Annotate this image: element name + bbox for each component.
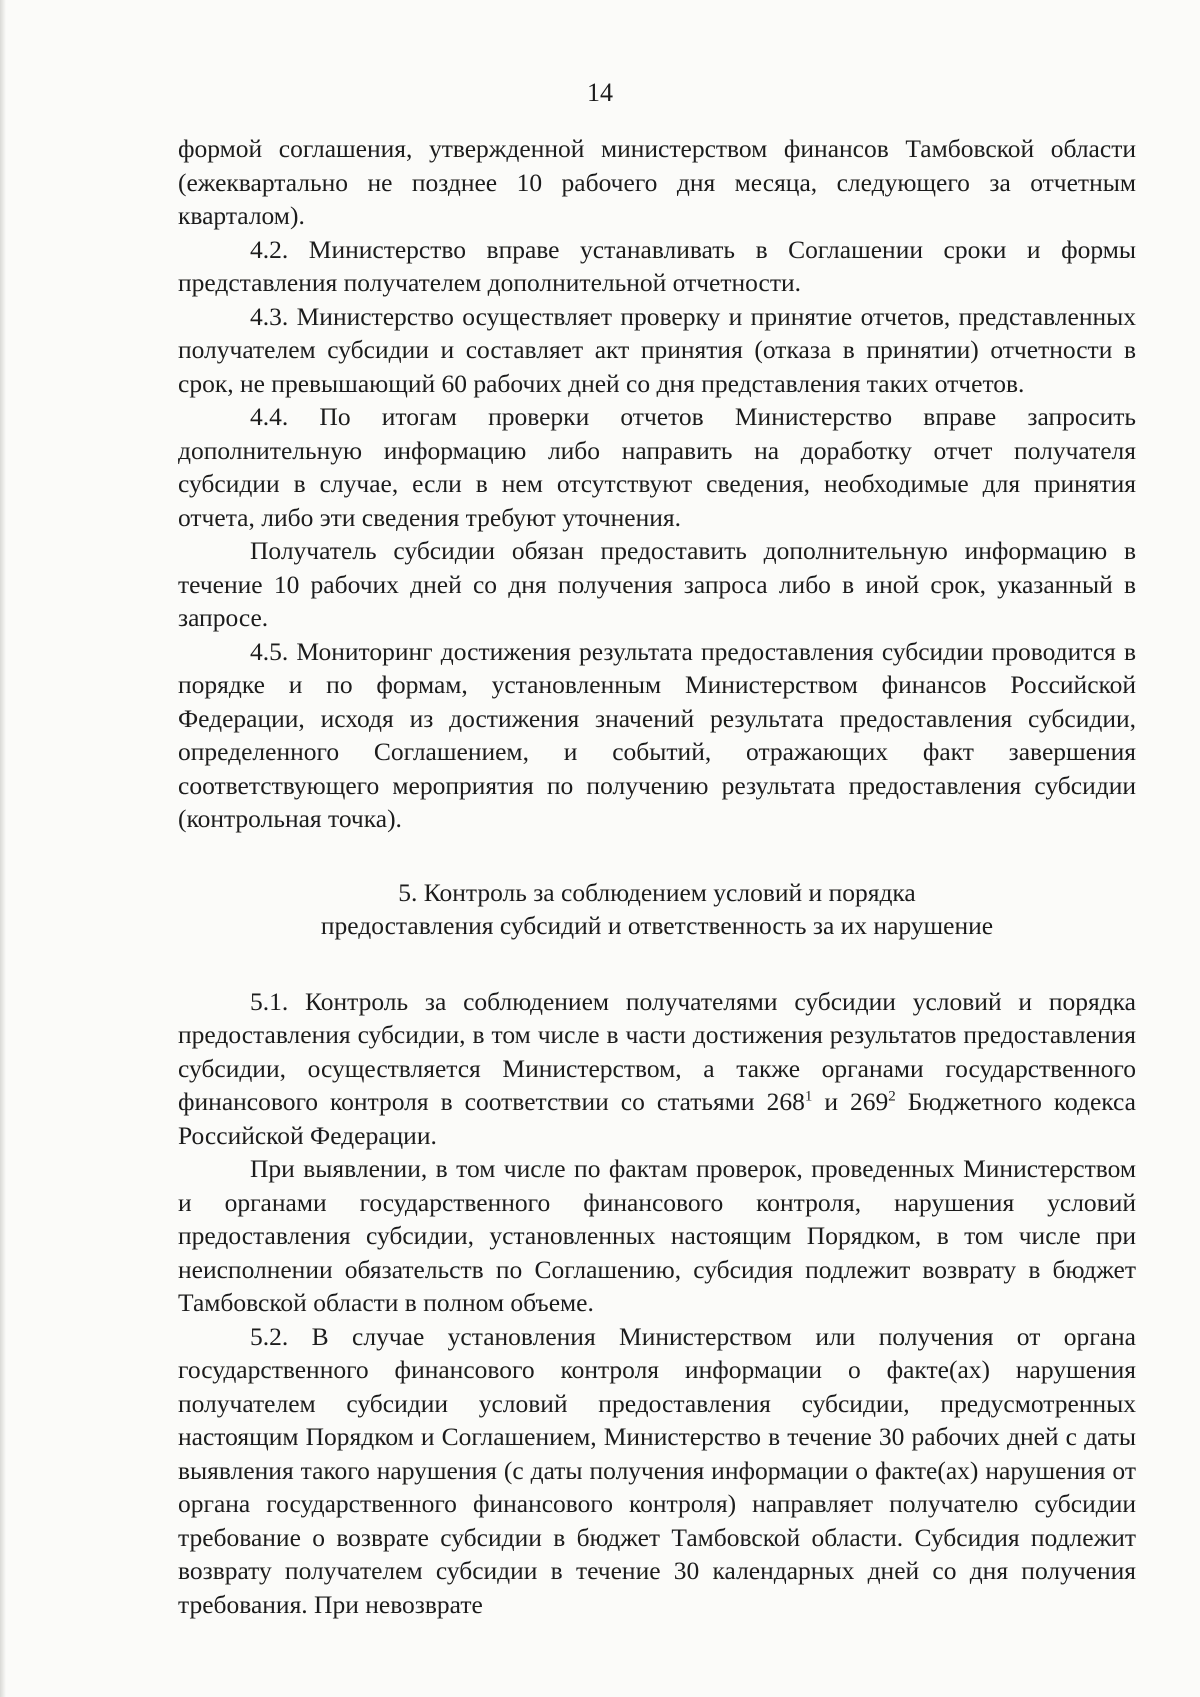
paragraph-4-3: 4.3. Министерство осуществляет проверку и принятие отчетов, представленных получателем субсидии и составляет акт принятия (отказа в принятии) отчетности в срок, не превышающий 60 рабочих дней со дня представления таких отчетов.	[178, 301, 1136, 398]
paragraph-5-1	[178, 985, 1136, 1153]
section-5-title	[178, 876, 1136, 943]
paragraph-5-2: 5.2. В случае установления Министерством или получения от органа государственного финансового контроля информации о факте(ах) нарушения получателем субсидии условий предоставления субсидии, предусмотренных настоящим Порядком и Соглашением, Министерство в течение 30 рабочих дней с даты выявления такого нарушения (с даты получения информации о факте(ах) нарушения от органа государственного финансового контроля) направляет получателю субсидии требование о возврате субсидии в бюджет Тамбовской области. Субсидия подлежит возврату получателем субсидии в течение 30 календарных дней со дня получения требования. При невозврате	[178, 1321, 1136, 1619]
section-title-line-2: предоставления субсидий и ответственность за их нарушение	[320, 911, 994, 940]
paragraph-5-1-text-middle: и 269	[812, 1087, 889, 1116]
section-title-line-1: 5. Контроль за соблюдением условий и порядка	[398, 877, 916, 907]
paragraph-4-5: 4.5. Мониторинг достижения результата предоставления субсидии проводится в порядке и по формам, установленным Министерством финансов Российской Федерации, исходя из достижения значений результата предоставления субсидии, определенного Соглашением, и событий, отражающих факт завершения соответствующего мероприятия по получению результата предоставления субсидии (контрольная точка).	[178, 636, 1136, 833]
paragraph-continuation: формой соглашения, утвержденной министерством финансов Тамбовской области (ежеквартально не позднее 10 рабочего дня месяца, следующего за отчетным кварталом).	[178, 134, 1136, 230]
paragraph-4-4-recipient: Получатель субсидии обязан предоставить дополнительную информацию в течение 10 рабочих дней со дня получения запроса либо в иной срок, указанный в запросе.	[178, 536, 1136, 632]
paragraph-4-4: 4.4. По итогам проверки отчетов Министерство вправе запросить дополнительную информацию либо направить на доработку отчет получателя субсидии в случае, если в нем отсутствуют сведения, необходимые для принятия отчета, либо эти сведения требуют уточнения.	[178, 402, 1136, 532]
paragraph-4-2: 4.2. Министерство вправе устанавливать в Соглашении сроки и формы представления получателем дополнительной отчетности.	[178, 234, 1136, 297]
paragraph-5-1-violation: При выявлении, в том числе по фактам проверок, проведенных Министерством и органами государственного финансового контроля, нарушения условий предоставления субсидии, установленных настоящим Порядком, в том числе при неисполнении обязательств по Соглашению, субсидия подлежит возврату в бюджет Тамбовской области в полном объеме.	[178, 1154, 1136, 1317]
superscript-1: 1	[804, 1088, 813, 1105]
scan-edge-shadow	[0, 0, 6, 1697]
page-number: 14	[587, 78, 613, 107]
paragraph-5-1-text-start: 5.1. Контроль за соблюдением получателями субсидии условий и порядка предоставления субсидии, в том числе в части достижения результатов предоставления субсидии, осуществляется Министерством, а также органами государственного финансового контроля в соответствии со статьями 268	[178, 986, 1136, 1116]
superscript-2: 2	[888, 1088, 896, 1105]
document-body	[178, 132, 1136, 1621]
paragraph-5-1-text-end: Бюджетного кодекса Российской Федерации.	[178, 1087, 1136, 1150]
